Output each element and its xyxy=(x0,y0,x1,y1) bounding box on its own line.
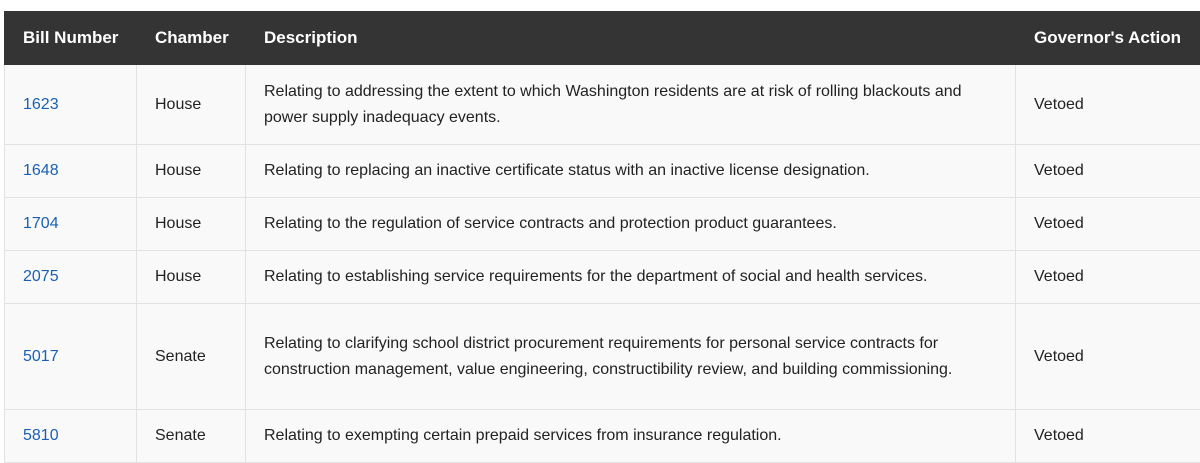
table-row xyxy=(5,198,1200,251)
chamber-cell: Senate xyxy=(137,410,246,463)
bills-table xyxy=(4,11,1200,463)
description-cell: Relating to addressing the extent to which Washington residents are at risk of rolling blackouts and power supply inadequacy events. xyxy=(246,65,1016,145)
table-row xyxy=(5,145,1200,198)
table-header xyxy=(5,12,1200,65)
bills-table-container xyxy=(4,11,1200,463)
header-row xyxy=(5,12,1200,65)
chamber-cell: House xyxy=(137,145,246,198)
description-cell: Relating to establishing service requirements for the department of social and health services. xyxy=(246,251,1016,304)
chamber-cell: House xyxy=(137,251,246,304)
chamber-cell: Senate xyxy=(137,304,246,410)
table-row xyxy=(5,304,1200,410)
action-cell: Vetoed xyxy=(1016,198,1200,251)
table-row xyxy=(5,65,1200,145)
header-bill-number: Bill Number xyxy=(5,12,137,65)
action-cell: Vetoed xyxy=(1016,251,1200,304)
bill-link[interactable]: 1623 xyxy=(23,95,59,113)
bill-number-cell xyxy=(5,410,137,463)
bill-link[interactable]: 1704 xyxy=(23,215,59,232)
description-cell: Relating to replacing an inactive certificate status with an inactive license designation. xyxy=(246,145,1016,198)
header-governors-action: Governor's Action xyxy=(1016,12,1200,65)
header-description: Description xyxy=(246,12,1016,65)
action-cell: Vetoed xyxy=(1016,410,1200,463)
bill-number-cell xyxy=(5,304,137,410)
bill-link[interactable]: 5017 xyxy=(23,347,59,365)
action-cell: Vetoed xyxy=(1016,145,1200,198)
bill-number-cell xyxy=(5,251,137,304)
chamber-cell: House xyxy=(137,65,246,145)
header-chamber: Chamber xyxy=(137,12,246,65)
table-row xyxy=(5,410,1200,463)
bill-link[interactable]: 5810 xyxy=(23,427,59,444)
action-cell: Vetoed xyxy=(1016,304,1200,410)
bill-link[interactable]: 2075 xyxy=(23,268,59,285)
bill-link[interactable]: 1648 xyxy=(23,162,59,179)
table-row xyxy=(5,251,1200,304)
chamber-cell: House xyxy=(137,198,246,251)
bill-number-cell xyxy=(5,65,137,145)
action-cell: Vetoed xyxy=(1016,65,1200,145)
bill-number-cell xyxy=(5,198,137,251)
table-body xyxy=(5,65,1200,463)
description-cell: Relating to the regulation of service contracts and protection product guarantees. xyxy=(246,198,1016,251)
bill-number-cell xyxy=(5,145,137,198)
description-cell: Relating to exempting certain prepaid services from insurance regulation. xyxy=(246,410,1016,463)
description-cell: Relating to clarifying school district procurement requirements for personal service contracts for construction management, value engineering, constructibility review, and building commissioning. xyxy=(246,304,1016,410)
